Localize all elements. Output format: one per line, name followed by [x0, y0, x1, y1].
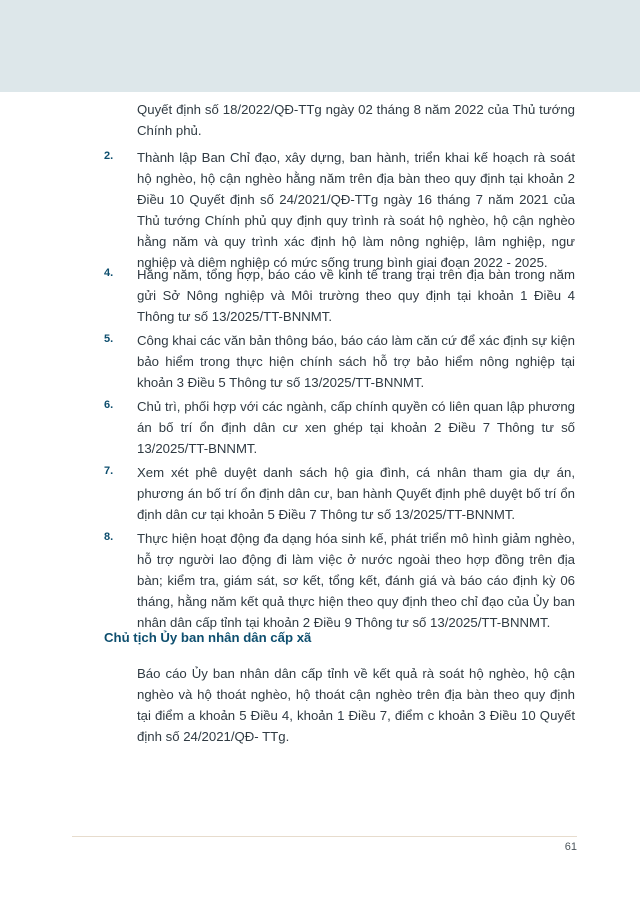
footer-divider [72, 836, 577, 837]
list-item-text: Chủ trì, phối hợp với các ngành, cấp chính quyền có liên quan lập phương án bố trí ổn định dân cư xen ghép tại khoản 2 Điều 7 Thông tư số 13/2025/TT-BNNMT. [137, 399, 575, 456]
section-heading: Chủ tịch Ủy ban nhân dân cấp xã [104, 630, 312, 645]
list-item-text: Thành lập Ban Chỉ đạo, xây dựng, ban hành, triển khai kế hoạch rà soát hộ nghèo, hộ cận nghèo hằng năm trên địa bàn theo quy định tại khoản 2 Điều 10 Quyết định số 24/2021/QĐ-TTg ngày 16 tháng 7 năm 2021 của Thủ tướng Chính phủ quy định quy trình rà soát hộ nghèo, hộ cận nghèo hằng năm và quy trình xác định hộ làm nông nghiệp, lâm nghiệp, ngư nghiệp và diêm nghiệp có mức sống trung bình giai đoạn 2022 - 2025. [137, 150, 575, 270]
list-item-number: 8. [104, 531, 114, 543]
list-item-number: 6. [104, 399, 114, 411]
section-body: Báo cáo Ủy ban nhân dân cấp tỉnh về kết quả rà soát hộ nghèo, hộ cận nghèo và hộ thoát nghèo, hộ thoát cận nghèo trên địa bàn theo quy định tại điểm a khoản 5 Điều 4, khoản 1 Điều 7, điểm c khoản 3 Điều 10 Quyết định số 24/2021/QĐ- TTg. [137, 666, 575, 744]
list-item-number: 7. [104, 465, 114, 477]
list-item-text: Xem xét phê duyệt danh sách hộ gia đình, cá nhân tham gia dự án, phương án bố trí ổn định dân cư, ban hành Quyết định phê duyệt bố trí ổn định dân cư tại khoản 5 Điều 7 Thông tư số 13/2025/TT-BNNMT. [137, 465, 575, 522]
continuation-paragraph: Quyết định số 18/2022/QĐ-TTg ngày 02 tháng 8 năm 2022 của Thủ tướng Chính phủ. [137, 102, 575, 138]
list-item-text: Hằng năm, tổng hợp, báo cáo về kinh tế trang trại trên địa bàn trong năm gửi Sở Nông nghiệp và Môi trường theo quy định tại khoản 1 Điều 4 Thông tư số 13/2025/TT-BNNMT. [137, 267, 575, 324]
list-item-text: Thực hiện hoạt động đa dạng hóa sinh kế, phát triển mô hình giảm nghèo, hỗ trợ người lao động đi làm việc ở nước ngoài theo hợp đồng trên địa bàn; kiểm tra, giám sát, sơ kết, tổng kết, đánh giá và báo cáo định kỳ 06 tháng, hằng năm kết quả thực hiện theo quy định theo chỉ đạo của Ủy ban nhân dân cấp tỉnh tại khoản 2 Điều 9 Thông tư số 13/2025/TT-BNNMT. [137, 531, 575, 630]
page-number: 61 [564, 841, 577, 853]
list-item-number: 2. [104, 150, 114, 162]
list-item-number: 4. [104, 267, 114, 279]
list-item-text: Công khai các văn bản thông báo, báo cáo làm căn cứ để xác định sự kiện bảo hiểm trong thực hiện chính sách hỗ trợ bảo hiểm nông nghiệp tại khoản 3 Điều 5 Thông tư số 13/2025/TT-BNNMT. [137, 333, 575, 390]
list-item-number: 5. [104, 333, 114, 345]
